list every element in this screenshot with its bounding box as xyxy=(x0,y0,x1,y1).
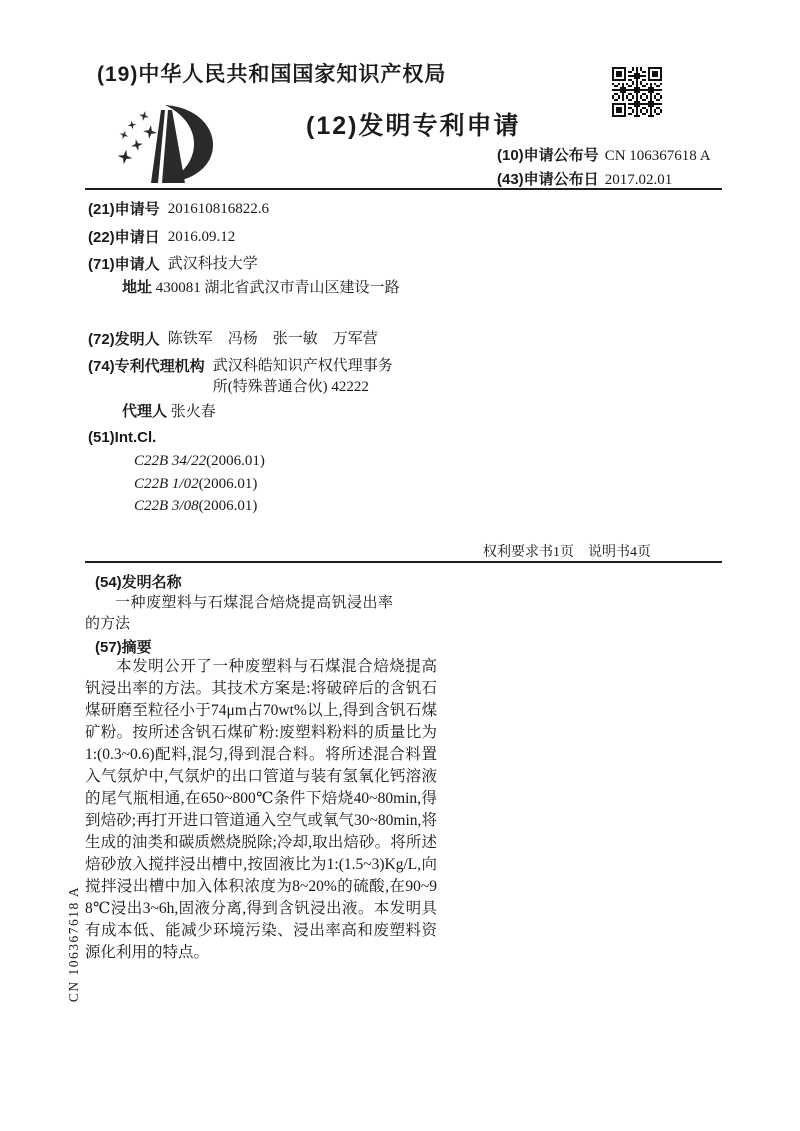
patent-agency-value: 武汉科皓知识产权代理事务所(特殊普通合伙) 42222 xyxy=(212,358,393,395)
invention-title-label: (54)发明名称 xyxy=(95,574,182,591)
invention-title: 一种废塑料与石煤混合焙烧提高钒浸出率的方法 xyxy=(85,595,393,632)
application-date-value: 2016.09.12 xyxy=(167,229,236,245)
publication-number-row xyxy=(497,146,711,166)
qr-code-icon xyxy=(611,66,663,118)
application-number-row xyxy=(88,199,269,220)
int-cl-label: (51)Int.Cl. xyxy=(88,429,157,446)
applicant-row xyxy=(88,254,258,275)
cnipa-logo-icon xyxy=(110,103,235,188)
agent-label: 代理人 xyxy=(122,403,168,420)
application-number-label: (21)申请号 xyxy=(88,201,160,218)
inventors-label: (72)发明人 xyxy=(88,331,160,348)
publication-date-row xyxy=(497,170,672,190)
address-label: 地址 xyxy=(122,279,153,296)
applicant-label: (71)申请人 xyxy=(88,256,160,273)
address-value: 430081 湖北省武汉市青山区建设一路 xyxy=(155,280,400,296)
int-cl-entry: C22B 34/22(2006.01) xyxy=(134,453,265,469)
agent-value: 张火春 xyxy=(170,404,216,420)
patent-agency-row xyxy=(88,356,403,398)
application-number-value: 201610816822.6 xyxy=(167,201,269,217)
document-type-title: (12)发明专利申请 xyxy=(306,112,521,140)
agent-row xyxy=(122,401,216,423)
application-date-label: (22)申请日 xyxy=(88,229,160,246)
int-cl-entry: C22B 1/02(2006.01) xyxy=(134,476,258,492)
logo-stars xyxy=(116,110,158,166)
application-date-row xyxy=(88,227,235,248)
pages-note: 权利要求书1页 说明书4页 xyxy=(483,545,651,560)
patent-agency-label: (74)专利代理机构 xyxy=(88,358,205,375)
publication-date-label: (43)申请公布日 xyxy=(497,171,599,188)
patent-office-name: (19)中华人民共和国国家知识产权局 xyxy=(97,63,447,86)
abstract-text: 本发明公开了一种废塑料与石煤混合焙烧提高钒浸出率的方法。其技术方案是:将破碎后的含钒石煤研磨至粒径小于74μm占70wt%以上,得到含钒石煤矿粉。按所述含钒石煤矿粉:废塑料粉料的质量比为1:(0.3~0.6)配料,混匀,得到混合料。将所述混合料置入气氛炉中,气氛炉的出口管道与装有氢氧化钙溶液的尾气瓶相通,在650~800℃条件下焙烧40~80min,得到焙砂;再打开进口管道通入空气或氧气30~80min,将生成的油类和碳质燃烧脱除;冷却,取出焙砂。将所述焙砂放入搅拌浸出槽中,按固液比为1:(1.5~3)Kg/L,向搅拌浸出槽中加入体积浓度为8~20%的硫酸,在90~98℃浸出3~6h,固液分离,得到含钒浸出液。本发明具有成本低、能减少环境污染、浸出率高和废塑料资源化利用的特点。 xyxy=(85,658,437,961)
int-cl-row xyxy=(88,427,156,448)
section-divider xyxy=(85,561,722,563)
sidebar-document-id: CN 106367618 A xyxy=(66,885,81,1003)
inventors-row xyxy=(88,329,378,350)
int-cl-entry: C22B 3/08(2006.01) xyxy=(134,498,258,514)
abstract-label: (57)摘要 xyxy=(95,639,152,656)
publication-number-value: CN 106367618 A xyxy=(604,148,711,164)
publication-date-value: 2017.02.01 xyxy=(604,172,673,188)
applicant-value: 武汉科技大学 xyxy=(167,256,258,272)
inventors-value: 陈铁军 冯杨 张一敏 万军营 xyxy=(167,331,378,347)
publication-number-label: (10)申请公布号 xyxy=(497,147,599,164)
header-divider xyxy=(85,188,722,190)
applicant-address xyxy=(122,277,414,299)
